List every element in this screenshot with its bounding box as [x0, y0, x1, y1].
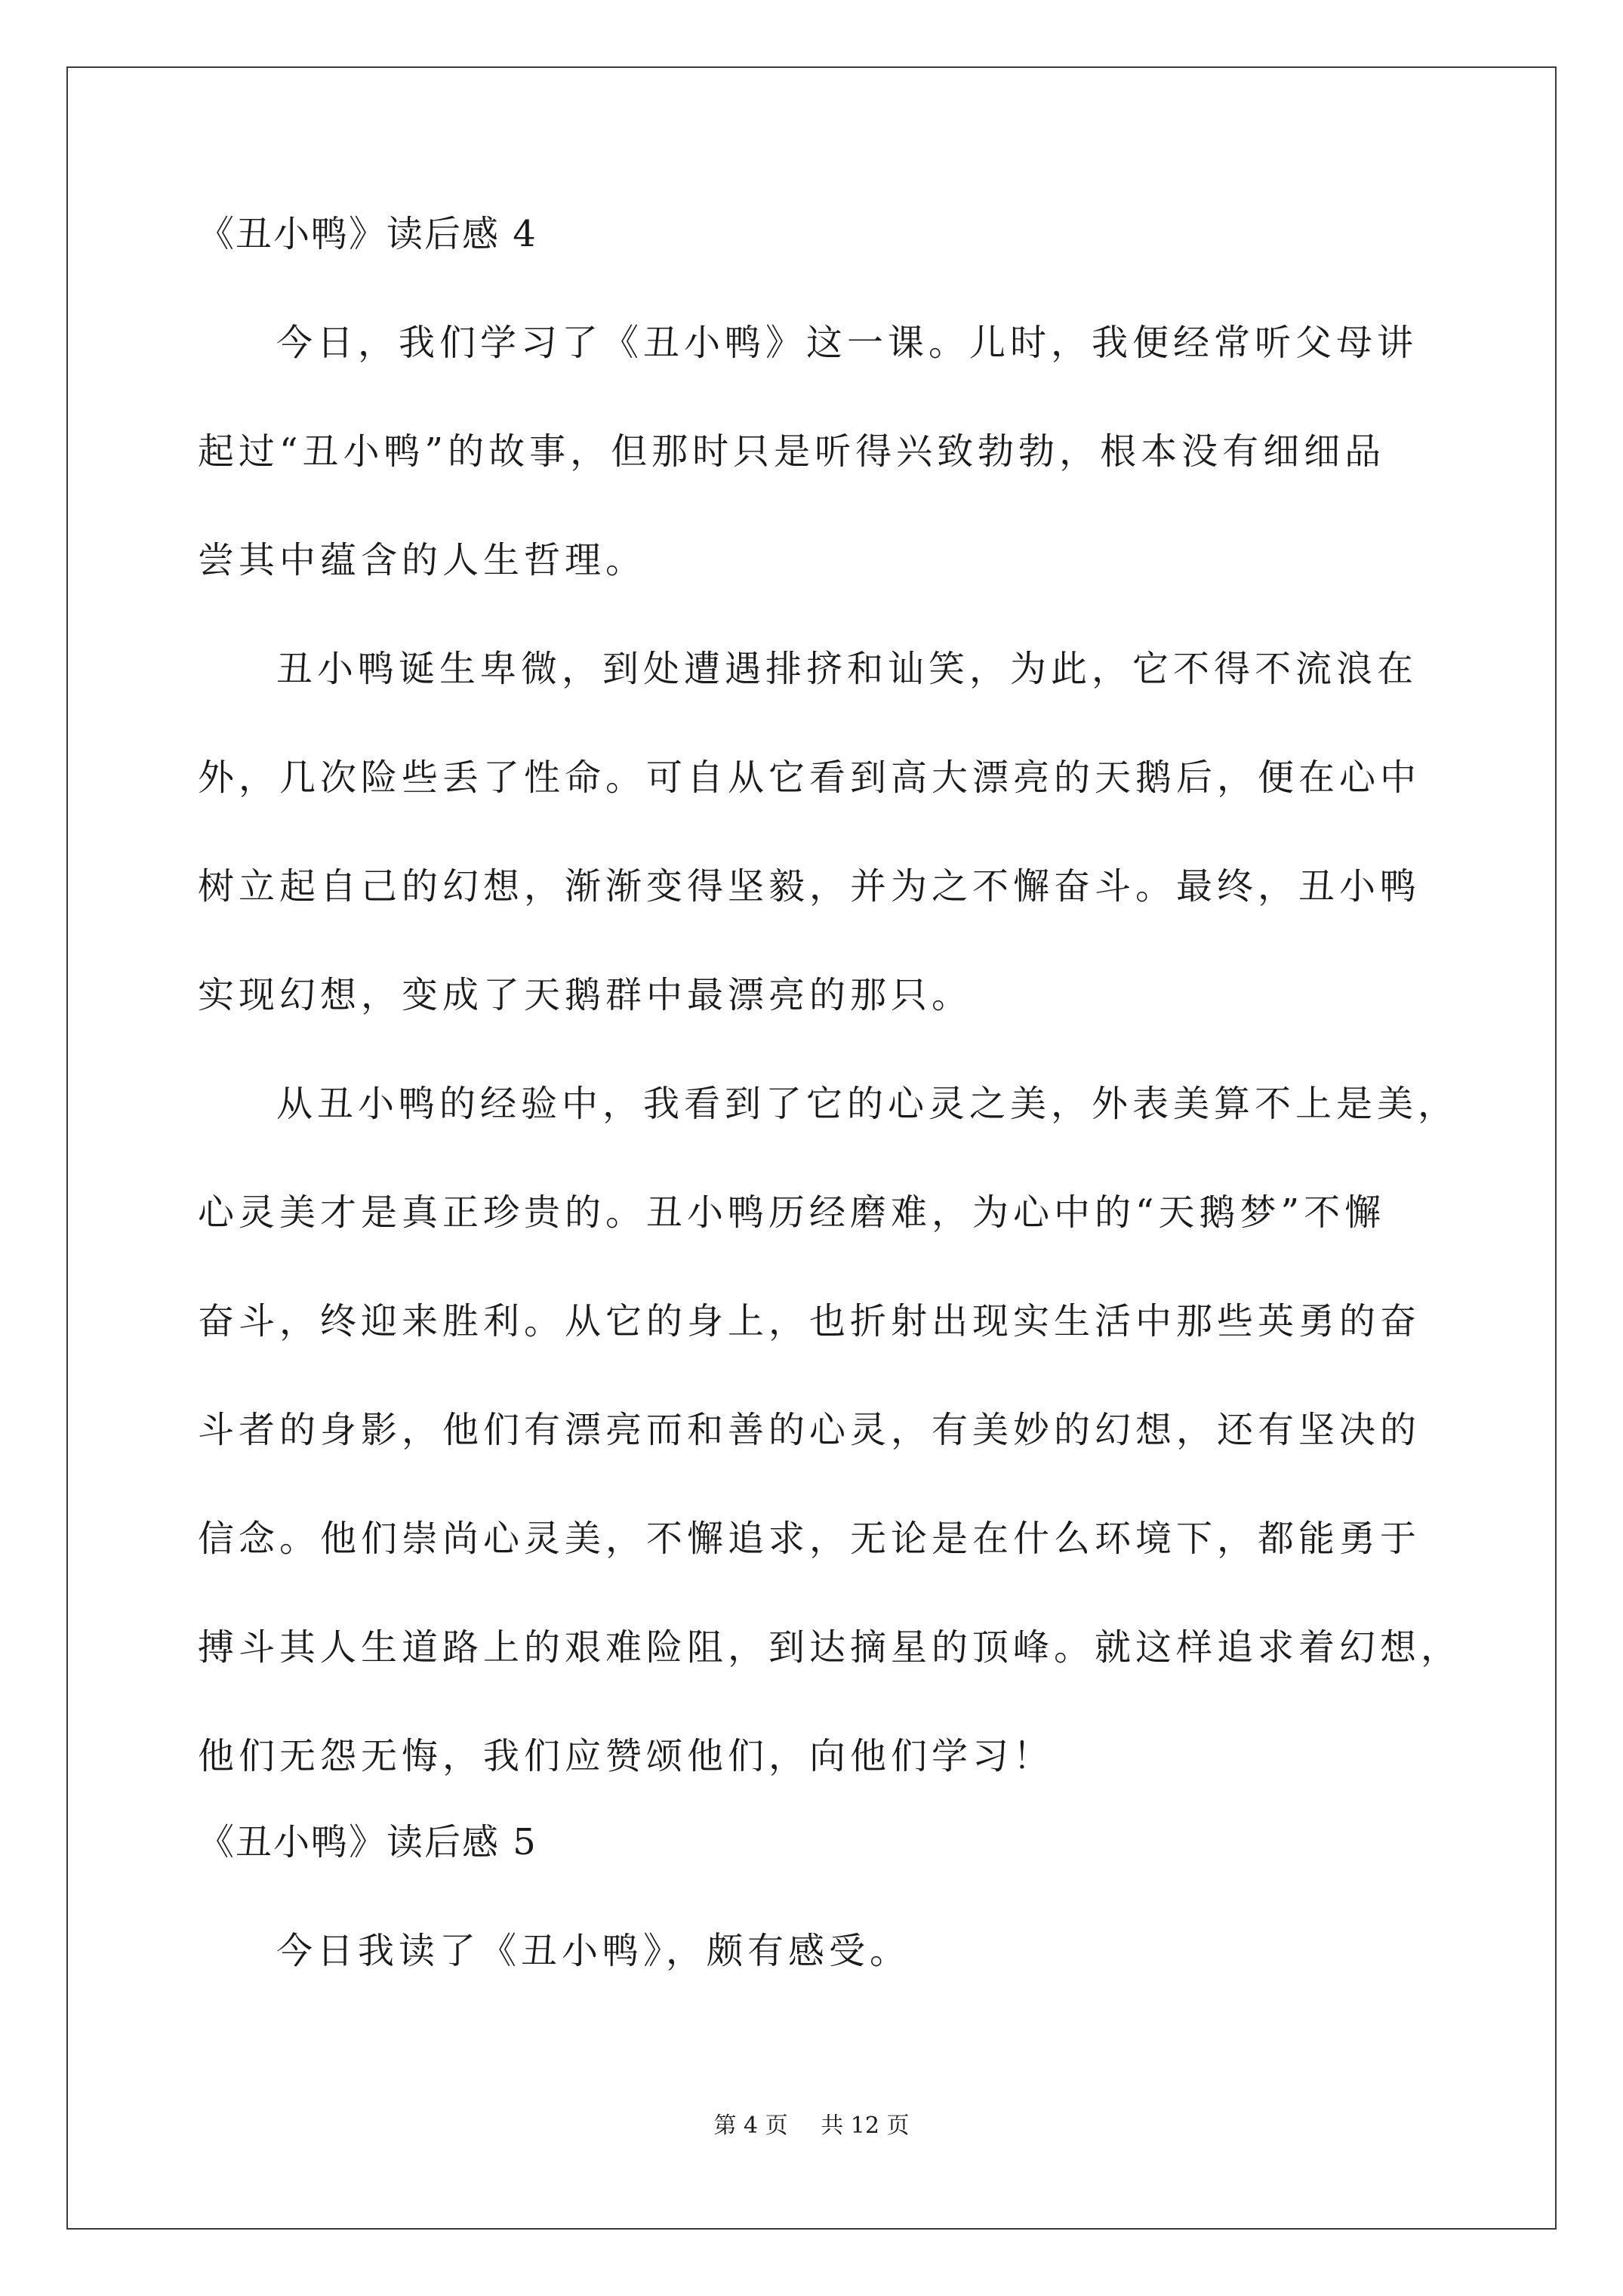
- paragraph-line: 今日我读了《丑小鸭》，颇有感受。: [276, 1930, 911, 1972]
- paragraph-line: 从丑小鸭的经验中，我看到了它的心灵之美，外表美算不上是美，: [276, 1083, 1459, 1125]
- paragraph-line: 今日，我们学习了《丑小鸭》这一课。儿时，我便经常听父母讲: [276, 322, 1418, 364]
- paragraph-line: 实现幻想，变成了天鹅群中最漂亮的那只。: [198, 974, 973, 1016]
- paragraph-line: 外，几次险些丢了性命。可自从它看到高大漂亮的天鹅后，便在心中: [198, 757, 1421, 799]
- paragraph-line: 奋斗，终迎来胜利。从它的身上，也折射出现实生活中那些英勇的奋: [198, 1300, 1421, 1342]
- paragraph-line: 尝其中蕴含的人生哲理。: [198, 539, 647, 581]
- paragraph-line: 心灵美才是真正珍贵的。丑小鸭历经磨难，为心中的“天鹅梦”不懈: [198, 1191, 1386, 1234]
- section-title-5: 《丑小鸭》读后感 5: [198, 1821, 537, 1863]
- page-footer: [0, 2111, 1623, 2141]
- paragraph-line: 丑小鸭诞生卑微，到处遭遇排挤和讪笑，为此，它不得不流浪在: [276, 648, 1418, 690]
- paragraph-line: 斗者的身影，他们有漂亮而和善的心灵，有美妙的幻想，还有坚决的: [198, 1409, 1421, 1451]
- paragraph-line: 搏斗其人生道路上的艰难险阻，到达摘星的顶峰。就这样追求着幻想，: [198, 1626, 1462, 1669]
- page-number: 第 4 页: [713, 2113, 788, 2139]
- document-body: [198, 211, 1462, 1974]
- paragraph-line: 他们无怨无悔，我们应赞颂他们，向他们学习！: [198, 1735, 1055, 1777]
- paragraph-line: 信念。他们崇尚心灵美，不懈追求，无论是在什么环境下，都能勇于: [198, 1518, 1421, 1560]
- page-total: 共 12 页: [821, 2113, 910, 2139]
- paragraph-line: 树立起自己的幻想，渐渐变得坚毅，并为之不懈奋斗。最终，丑小鸭: [198, 865, 1421, 908]
- section-title-4: 《丑小鸭》读后感 4: [198, 213, 537, 255]
- paragraph-line: 起过“丑小鸭”的故事，但那时只是听得兴致勃勃，根本没有细细品: [198, 430, 1386, 473]
